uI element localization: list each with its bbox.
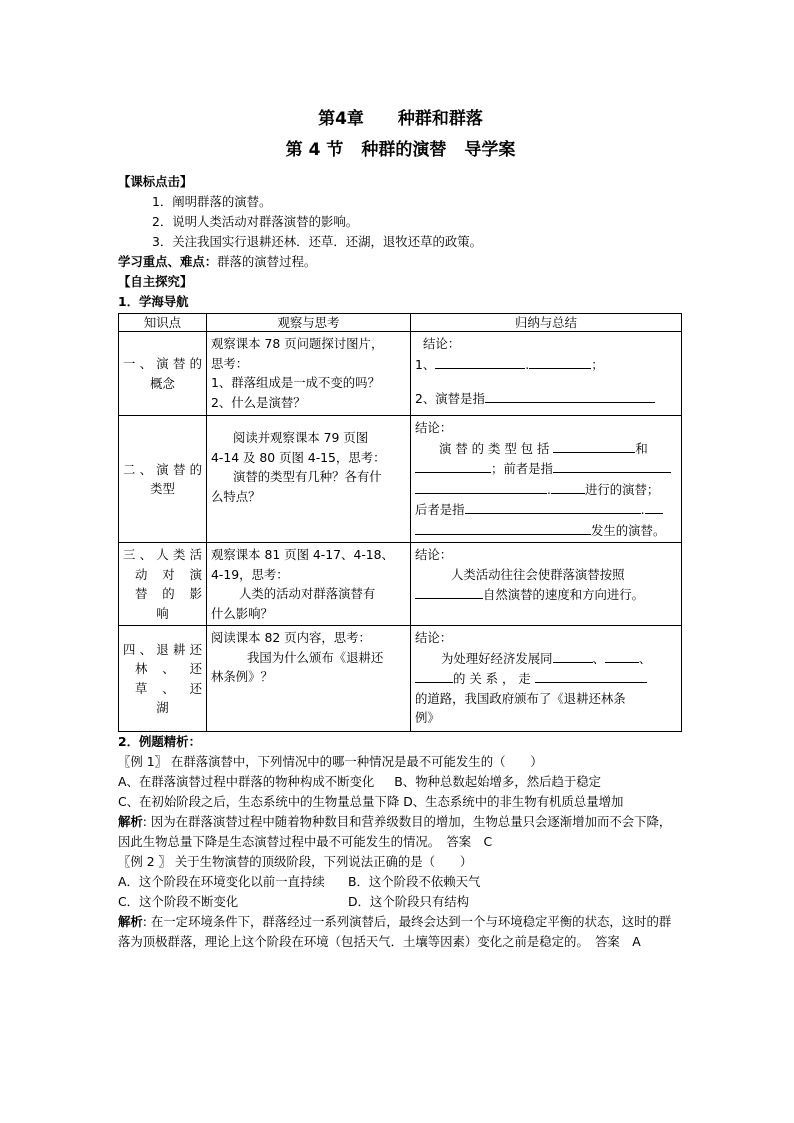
topic-cell: 四、退耕还 林 、 还 草 、 还 湖 bbox=[119, 626, 207, 732]
blank[interactable] bbox=[605, 648, 639, 663]
observe-cell: 观察课本 81 页图 4-17、4-18、 4-19，思考： 人类的活动对群落演替有 什么影响？ bbox=[207, 543, 411, 626]
example-question: 〖例 1〗 在群落演替中，下列情况中的哪一种情况是最不可能发生的（ ） bbox=[118, 754, 543, 769]
example-options: C．这个阶段不断变化 D．这个阶段只有结构 bbox=[118, 894, 470, 909]
chapter-title: 第4章 种群和群落 bbox=[318, 109, 483, 129]
blank[interactable] bbox=[529, 354, 591, 369]
document-page bbox=[118, 104, 683, 952]
summary-cell: 结论： 人类活动往往会使群落演替按照 自然演替的速度和方向进行。 bbox=[411, 543, 682, 626]
example-options: A．这个阶段在环境变化以前一直持续 B．这个阶段不依赖天气 bbox=[118, 874, 481, 889]
col-header: 知识点 bbox=[119, 314, 207, 332]
kebiao-item: 1．阐明群落的演替。 bbox=[152, 194, 272, 209]
examples-heading: 2．例题精析： bbox=[118, 734, 201, 749]
table-row bbox=[119, 416, 682, 543]
table-row bbox=[119, 332, 682, 416]
example-options: A、在群落演替过程中群落的物种构成不断变化 B、物种总数起始增多，然后趋于稳定 bbox=[118, 774, 602, 789]
col-header: 观察与思考 bbox=[207, 314, 411, 332]
blank[interactable] bbox=[553, 438, 635, 453]
table-row bbox=[119, 543, 682, 626]
study-table bbox=[118, 313, 682, 732]
summary-cell: 结论： 演 替 的 类 型 包 括 和 ；前者是指 . 进行的演替； 后者是指 . 发生的演替。 bbox=[411, 416, 682, 543]
blank[interactable] bbox=[415, 520, 591, 535]
blank[interactable] bbox=[645, 499, 663, 514]
blank[interactable] bbox=[551, 479, 585, 494]
observe-cell: 阅读课本 82 页内容，思考： 我国为什么颁布《退耕还 林条例》？ bbox=[207, 626, 411, 732]
blank[interactable] bbox=[465, 499, 641, 514]
blank[interactable] bbox=[485, 388, 655, 403]
kebiao-item: 3．关注我国实行退耕还林．还草．还湖，退牧还草的政策。 bbox=[152, 234, 483, 249]
topic-cell: 二、演替的 类型 bbox=[119, 416, 207, 543]
observe-cell: 阅读并观察课本 79 页图 4-14 及 80 页图 4-15，思考： 演替的类型有几种？各有什 么特点？ bbox=[207, 416, 411, 543]
blank[interactable] bbox=[415, 584, 483, 599]
example-question: 〖例 2 〗 关于生物演替的顶级阶段，下列说法正确的是（ ） bbox=[118, 854, 473, 869]
example-analysis: 解析: 因为在群落演替过程中随着物种数目和营养级数目的增加，生物总量只会逐渐增加而不会下降，因此生物总量下降是生态演替过程中最不可能发生的情况。 答案 C bbox=[118, 814, 672, 849]
blank[interactable] bbox=[535, 668, 647, 683]
xuehai-subheading: 1．学海导航 bbox=[118, 294, 189, 309]
answer-line: 2、演替是指 bbox=[415, 388, 677, 409]
zizhu-heading: 【自主探究】 bbox=[118, 274, 193, 289]
examples-section bbox=[118, 732, 683, 952]
topic-cell: 一、演替的 概念 bbox=[119, 332, 207, 416]
section-title: 第 4 节 种群的演替 导学案 bbox=[285, 140, 516, 160]
blank[interactable] bbox=[415, 458, 491, 473]
example-analysis: 解析: 在一定环境条件下，群落经过一系列演替后，最终会达到一个与环境稳定平衡的状态，这时的群落为顶极群落，理论上这个阶段在环境（包括天气．土壤等因素）变化之前是稳定的。 答案 A bbox=[118, 914, 672, 949]
blank[interactable] bbox=[415, 668, 453, 683]
blank[interactable] bbox=[415, 479, 547, 494]
observe-cell: 观察课本 78 页问题探讨图片， 思考： 1、群落组成是一成不变的吗？ 2、什么是演替？ bbox=[207, 332, 411, 416]
summary-cell: 结论： 为处理好经济发展同 、 、 的 关 系 ， 走 的道路，我国政府颁布了《退耕还林条 例》 bbox=[411, 626, 682, 732]
key-points: 学习重点、难点：群落的演替过程。 bbox=[118, 254, 317, 269]
table-header-row bbox=[119, 314, 682, 332]
blank[interactable] bbox=[553, 458, 671, 473]
summary-cell: 结论： 1、 . ； 2、演替是指 bbox=[411, 332, 682, 416]
blank[interactable] bbox=[553, 648, 593, 663]
blank[interactable] bbox=[435, 354, 525, 369]
kebiao-item: 2．说明人类活动对群落演替的影响。 bbox=[152, 214, 359, 229]
table-row bbox=[119, 626, 682, 732]
col-header: 归纳与总结 bbox=[411, 314, 682, 332]
topic-cell: 三、人类活 动 对 演 替 的 影 响 bbox=[119, 543, 207, 626]
example-options: C、在初始阶段之后，生态系统中的生物量总量下降 D、生态系统中的非生物有机质总量增加 bbox=[118, 794, 624, 809]
kebiao-heading: 【课标点击】 bbox=[118, 174, 193, 189]
answer-line: 1、 . ； bbox=[415, 354, 677, 375]
